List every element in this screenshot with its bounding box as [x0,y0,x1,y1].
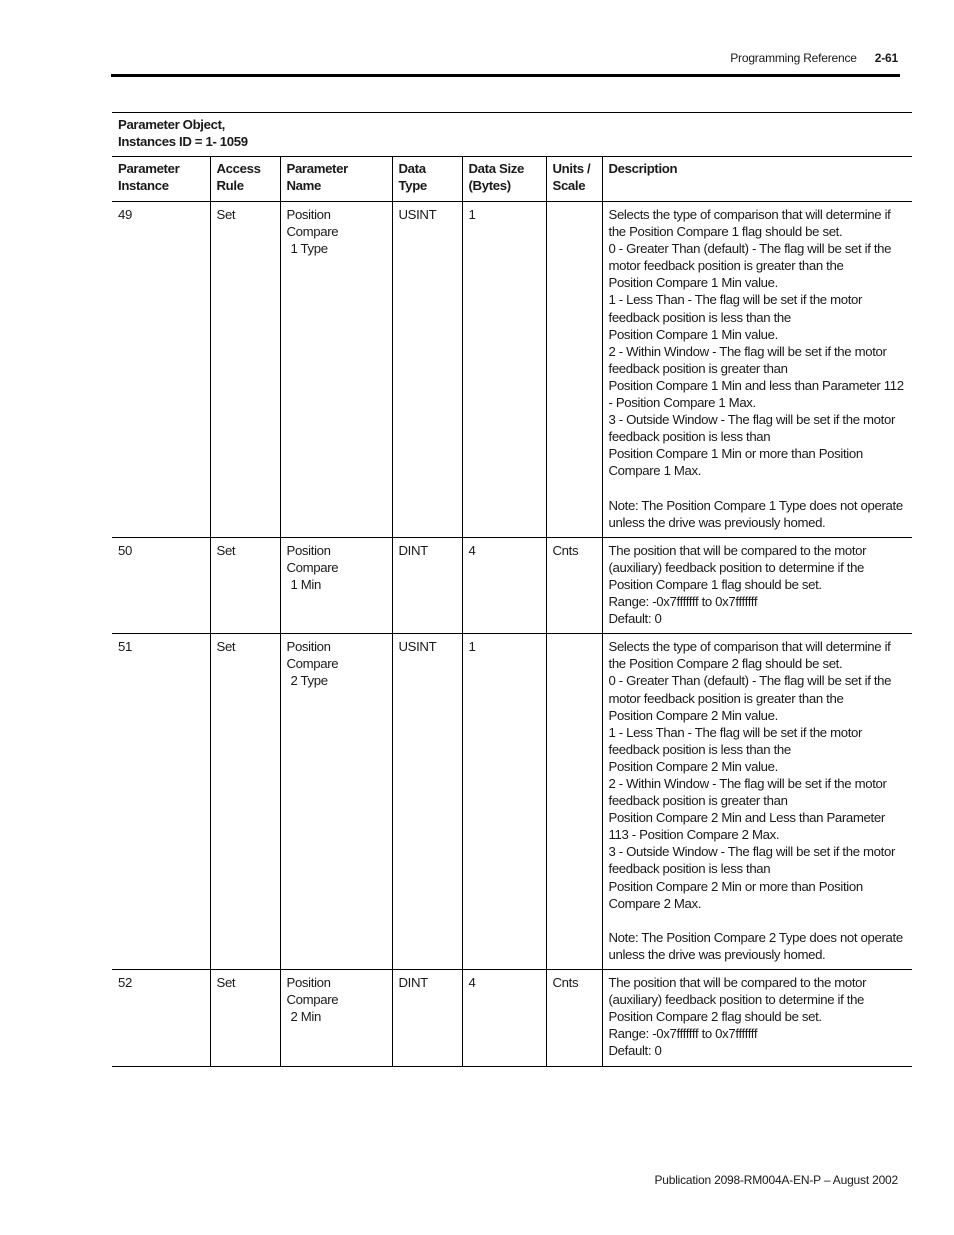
cell-name-line2: 2 Min [290,1009,321,1025]
col-header-size-line2: (Bytes) [468,178,511,194]
col-header-size-line1: Data Size [468,161,524,176]
object-title-line1: Parameter Object, [118,117,225,132]
object-title-line2: Instances ID = 1- 1059 [118,134,248,150]
header-rule [111,74,900,77]
col-header-access [210,157,280,202]
cell-size: 4 [462,537,546,633]
table-row [112,537,912,633]
footer-publication: Publication 2098-RM004A-EN-P – August 2002 [654,1173,898,1187]
cell-name-line2: 1 Min [290,576,321,592]
col-header-description-line1: Description [608,161,678,176]
cell-access: Set [210,202,280,538]
col-header-instance-line2: Instance [118,178,169,194]
object-title-row [112,113,912,157]
cell-name-line1: Position Compare [286,975,339,1008]
col-header-type-line2: Type [398,178,427,194]
table-row [112,634,912,970]
cell-name-line2: 2 Type [290,673,328,689]
cell-units [546,634,602,970]
cell-name-line2: 1 Type [290,241,328,257]
col-header-units-line2: Scale [552,178,586,194]
cell-instance: 49 [112,202,210,538]
col-header-access-line2: Rule [216,178,244,194]
table-row [112,970,912,1066]
cell-size: 1 [462,634,546,970]
page-number: 2-61 [874,51,898,65]
col-header-instance [112,157,210,202]
cell-instance: 50 [112,537,210,633]
page-header [730,51,898,65]
cell-size: 1 [462,202,546,538]
cell-size: 4 [462,970,546,1066]
cell-name [280,202,392,538]
cell-type: USINT [392,202,462,538]
col-header-access-line1: Access [216,161,261,176]
cell-access: Set [210,634,280,970]
table-row [112,202,912,538]
col-header-units [546,157,602,202]
cell-description: Selects the type of comparison that will determine if the Position Compare 1 flag should be set. 0 - Greater Than (default) - The flag will be set if the motor feedback position is greater than the Position Compare 1 Min value. 1 - Less Than - The flag will be set if the motor feedback position is less than the Position Compare 1 Min value. 2 - Within Window - The flag will be set if the motor feedback position is greater than Position Compare 1 Min and less than Parameter 112 - Position Compare 1 Max. 3 - Outside Window - The flag will be set if the motor feedback position is less than Position Compare 1 Min or more than Position Compare 1 Max. Note: The Position Compare 1 Type does not operate unless the drive was previously homed. [602,202,912,538]
cell-name [280,970,392,1066]
col-header-name [280,157,392,202]
cell-name [280,634,392,970]
col-header-type-line1: Data [398,161,426,176]
cell-access: Set [210,970,280,1066]
cell-description: Selects the type of comparison that will determine if the Position Compare 2 flag should be set. 0 - Greater Than (default) - The flag will be set if the motor feedback position is greater than the Position Compare 2 Min value. 1 - Less Than - The flag will be set if the motor feedback position is less than the Position Compare 2 Min value. 2 - Within Window - The flag will be set if the motor feedback position is greater than Position Compare 2 Min and Less than Parameter 113 - Position Compare 2 Max. 3 - Outside Window - The flag will be set if the motor feedback position is less than Position Compare 2 Min or more than Position Compare 2 Max. Note: The Position Compare 2 Type does not operate unless the drive was previously homed. [602,634,912,970]
cell-description: The position that will be compared to the motor (auxiliary) feedback position to determine if the Position Compare 1 flag should be set. Range: -0x7fffffff to 0x7fffffff Default: 0 [602,537,912,633]
cell-units: Cnts [546,970,602,1066]
cell-name [280,537,392,633]
col-header-instance-line1: Parameter [118,161,180,176]
cell-name-line1: Position Compare [286,207,339,240]
cell-name-line1: Position Compare [286,639,339,672]
col-header-size [462,157,546,202]
col-header-description [602,157,912,202]
cell-units: Cnts [546,537,602,633]
col-header-name-line1: Parameter [286,161,348,176]
cell-instance: 51 [112,634,210,970]
cell-type: DINT [392,537,462,633]
cell-access: Set [210,537,280,633]
section-title: Programming Reference [730,51,857,65]
column-header-row [112,157,912,202]
cell-type: USINT [392,634,462,970]
cell-description: The position that will be compared to the motor (auxiliary) feedback position to determine if the Position Compare 2 flag should be set. Range: -0x7fffffff to 0x7fffffff Default: 0 [602,970,912,1066]
cell-name-line1: Position Compare [286,542,339,575]
cell-type: DINT [392,970,462,1066]
cell-instance: 52 [112,970,210,1066]
cell-units [546,202,602,538]
object-title [112,113,912,157]
col-header-type [392,157,462,202]
col-header-name-line2: Name [286,178,322,194]
col-header-units-line1: Units / [552,161,591,176]
parameter-table [112,112,912,1067]
